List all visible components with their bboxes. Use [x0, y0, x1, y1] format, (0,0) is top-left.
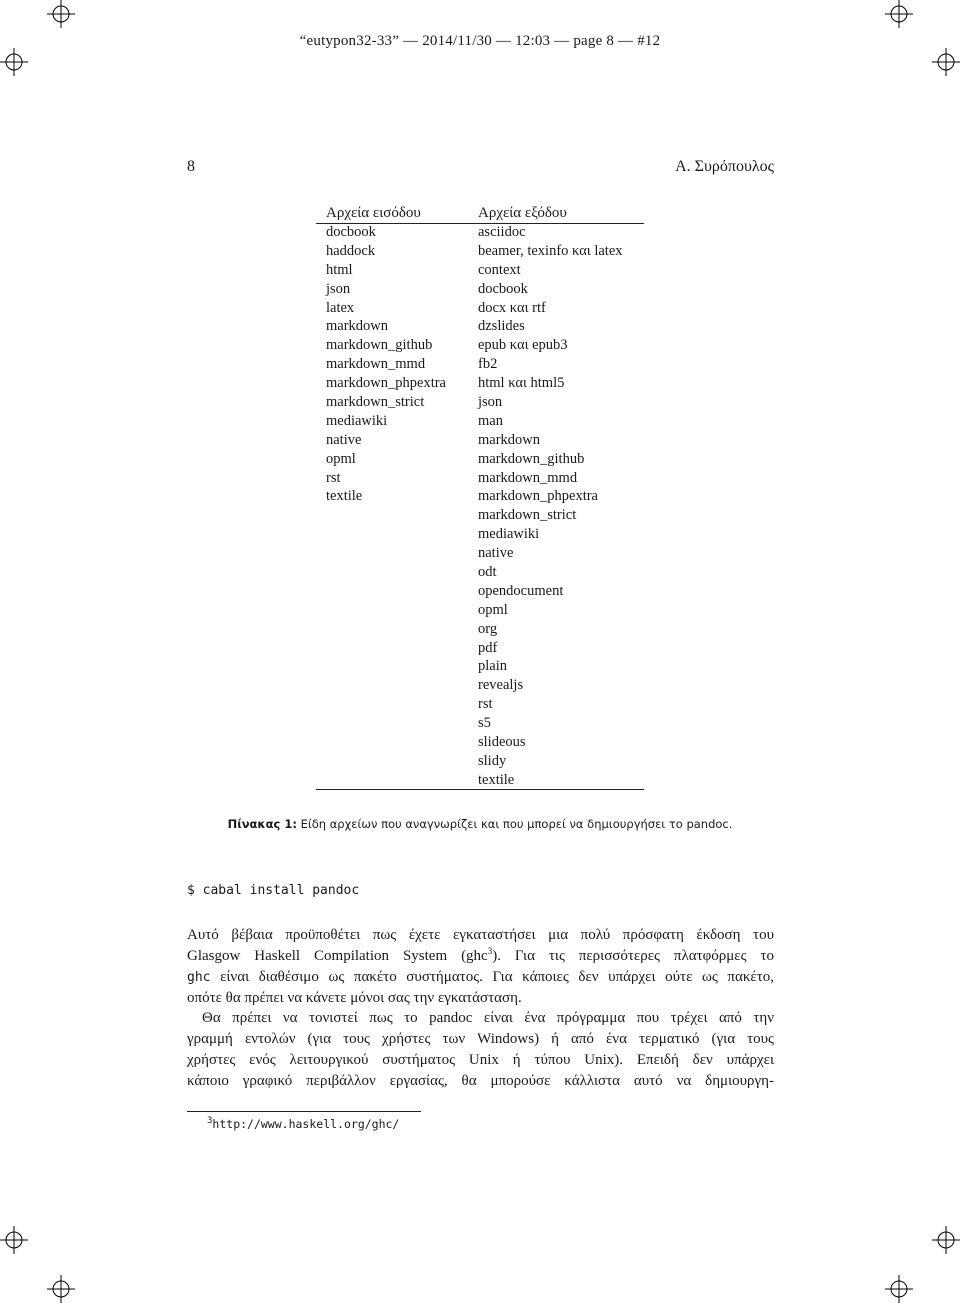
input-format-cell: native [326, 431, 362, 448]
output-format-cell: man [478, 412, 503, 429]
output-format-cell: asciidoc [478, 224, 526, 240]
paragraph-2-line-1: Θα πρέπει να τονιστεί πως το pandoc είναι ένα πρόγραμμα που τρέχει από την [202, 1010, 774, 1026]
output-format-cell: revealjs [478, 677, 524, 694]
paragraph-1-line-3-text: είναι διαθέσιμο ως πακέτο συστήματος. Για κάποιες δεν υπάρχει ούτε ως πακέτο, [210, 969, 774, 985]
paragraph-2-line-3: χρήστες ενός λειτουργικού συστήματος Unix ή τύπου Unix). Επειδή δεν υπάρχει [187, 1052, 774, 1068]
input-format-cell: mediawiki [326, 412, 388, 429]
output-format-cell: s5 [478, 715, 491, 732]
output-formats-column [478, 203, 623, 790]
output-format-cell: org [478, 620, 498, 637]
output-format-cell: native [478, 545, 514, 562]
output-format-cell: rst [478, 696, 493, 713]
output-format-cell: docbook [478, 280, 528, 297]
output-format-cell: opendocument [478, 582, 564, 599]
page-number: 8 [187, 158, 195, 175]
input-format-cell: markdown_phpextra [326, 375, 446, 392]
table-header-rule [316, 223, 644, 224]
output-format-cell: beamer, texinfo και latex [478, 242, 623, 259]
output-formats-list [478, 223, 623, 790]
input-formats-column [326, 203, 446, 506]
output-format-cell: docx και rtf [478, 299, 546, 316]
paragraph-1-line-3 [187, 967, 774, 988]
crop-mark-left-lower [0, 1226, 28, 1254]
output-format-cell: slidy [478, 752, 507, 769]
paragraph-1 [187, 925, 774, 1009]
footnote [207, 1117, 399, 1131]
crop-mark-right-upper [932, 48, 960, 76]
output-format-cell: html και html5 [478, 375, 565, 392]
paragraph-1-line-2-start: Glasgow Haskell Compilation System (ghc [187, 948, 488, 964]
input-format-cell: docbook [326, 224, 376, 240]
paragraph-2 [187, 1008, 774, 1092]
crop-mark-top-right [885, 0, 913, 28]
output-format-cell: markdown_github [478, 450, 585, 467]
output-format-cell: context [478, 261, 521, 278]
input-format-cell: markdown_strict [326, 394, 425, 411]
install-command: $ cabal install pandoc [187, 883, 360, 898]
input-format-cell: latex [326, 299, 355, 316]
output-format-cell: epub και epub3 [478, 337, 568, 354]
footnote-ref: 3 [487, 946, 493, 956]
input-format-cell: json [326, 280, 351, 297]
input-format-cell: markdown_mmd [326, 356, 426, 373]
footnote-url: http://www.haskell.org/ghc/ [212, 1117, 400, 1131]
output-format-cell: markdown_phpextra [478, 488, 598, 505]
input-formats-list [326, 223, 446, 506]
paragraph-1-line-2 [187, 946, 774, 967]
table-caption [0, 817, 960, 831]
crop-mark-top-left [47, 0, 75, 28]
crop-mark-bottom-left [47, 1275, 75, 1303]
output-format-cell: markdown_mmd [478, 469, 578, 486]
input-format-cell: rst [326, 469, 341, 486]
output-format-cell: pdf [478, 639, 498, 656]
footnote-mark: 3 [207, 1116, 213, 1127]
output-format-cell: markdown [478, 431, 541, 448]
paragraph-1-line-1: Αυτό βέβαια προϋποθέτει πως έχετε εγκαταστήσει μια πολύ πρόσφατη έκδοση του [187, 927, 774, 943]
running-head-author: Α. Συρόπουλος [675, 158, 774, 175]
input-format-cell: haddock [326, 242, 376, 259]
output-format-cell: slideous [478, 734, 526, 751]
output-format-cell: textile [478, 771, 515, 788]
output-format-cell: markdown_strict [478, 507, 577, 524]
input-format-cell: markdown_github [326, 337, 433, 354]
output-format-cell: dzslides [478, 318, 525, 335]
input-formats-header: Αρχεία εισόδου [326, 205, 421, 221]
ghc-inline-code: ghc [187, 970, 211, 985]
print-header-line: “eutypon32-33” — 2014/11/30 — 12:03 — page 8 — #12 [299, 33, 661, 49]
footnote-rule [187, 1111, 421, 1112]
output-format-cell: json [478, 394, 503, 411]
output-format-cell: mediawiki [478, 526, 540, 543]
output-format-cell: fb2 [478, 356, 498, 373]
output-format-cell: odt [478, 564, 497, 581]
input-format-cell: textile [326, 488, 363, 505]
input-format-cell: html [326, 261, 353, 278]
output-formats-header: Αρχεία εξόδου [478, 205, 567, 221]
crop-mark-right-lower [932, 1226, 960, 1254]
output-format-cell: plain [478, 658, 507, 675]
table-caption-text: Είδη αρχείων που αναγνωρίζει και που μπορεί να δημιουργήσει το pandoc. [296, 817, 733, 831]
input-format-cell: markdown [326, 318, 389, 335]
input-format-cell: opml [326, 450, 356, 467]
output-format-cell: opml [478, 601, 508, 618]
paragraph-2-line-2: γραμμή εντολών (για τους χρήστες των Windows) ή από ένα τερματικό (για τους [187, 1031, 774, 1047]
paragraph-1-line-2-end: ). Για τις περισσότερες πλατφόρμες το [492, 948, 774, 964]
crop-mark-left-upper [0, 48, 28, 76]
file-formats-table [316, 203, 644, 791]
table-caption-label: Πίνακας 1: [227, 817, 297, 831]
table-bottom-rule [316, 789, 644, 790]
paragraph-2-line-4: κάποιο γραφικό περιβάλλον εργασίας, θα μπορούσε κάλλιστα αυτό να δημιουργη- [187, 1073, 774, 1089]
paragraph-1-line-4: οπότε θα πρέπει να κάνετε μόνοι σας την εγκατάσταση. [187, 990, 522, 1006]
crop-mark-bottom-right [885, 1275, 913, 1303]
